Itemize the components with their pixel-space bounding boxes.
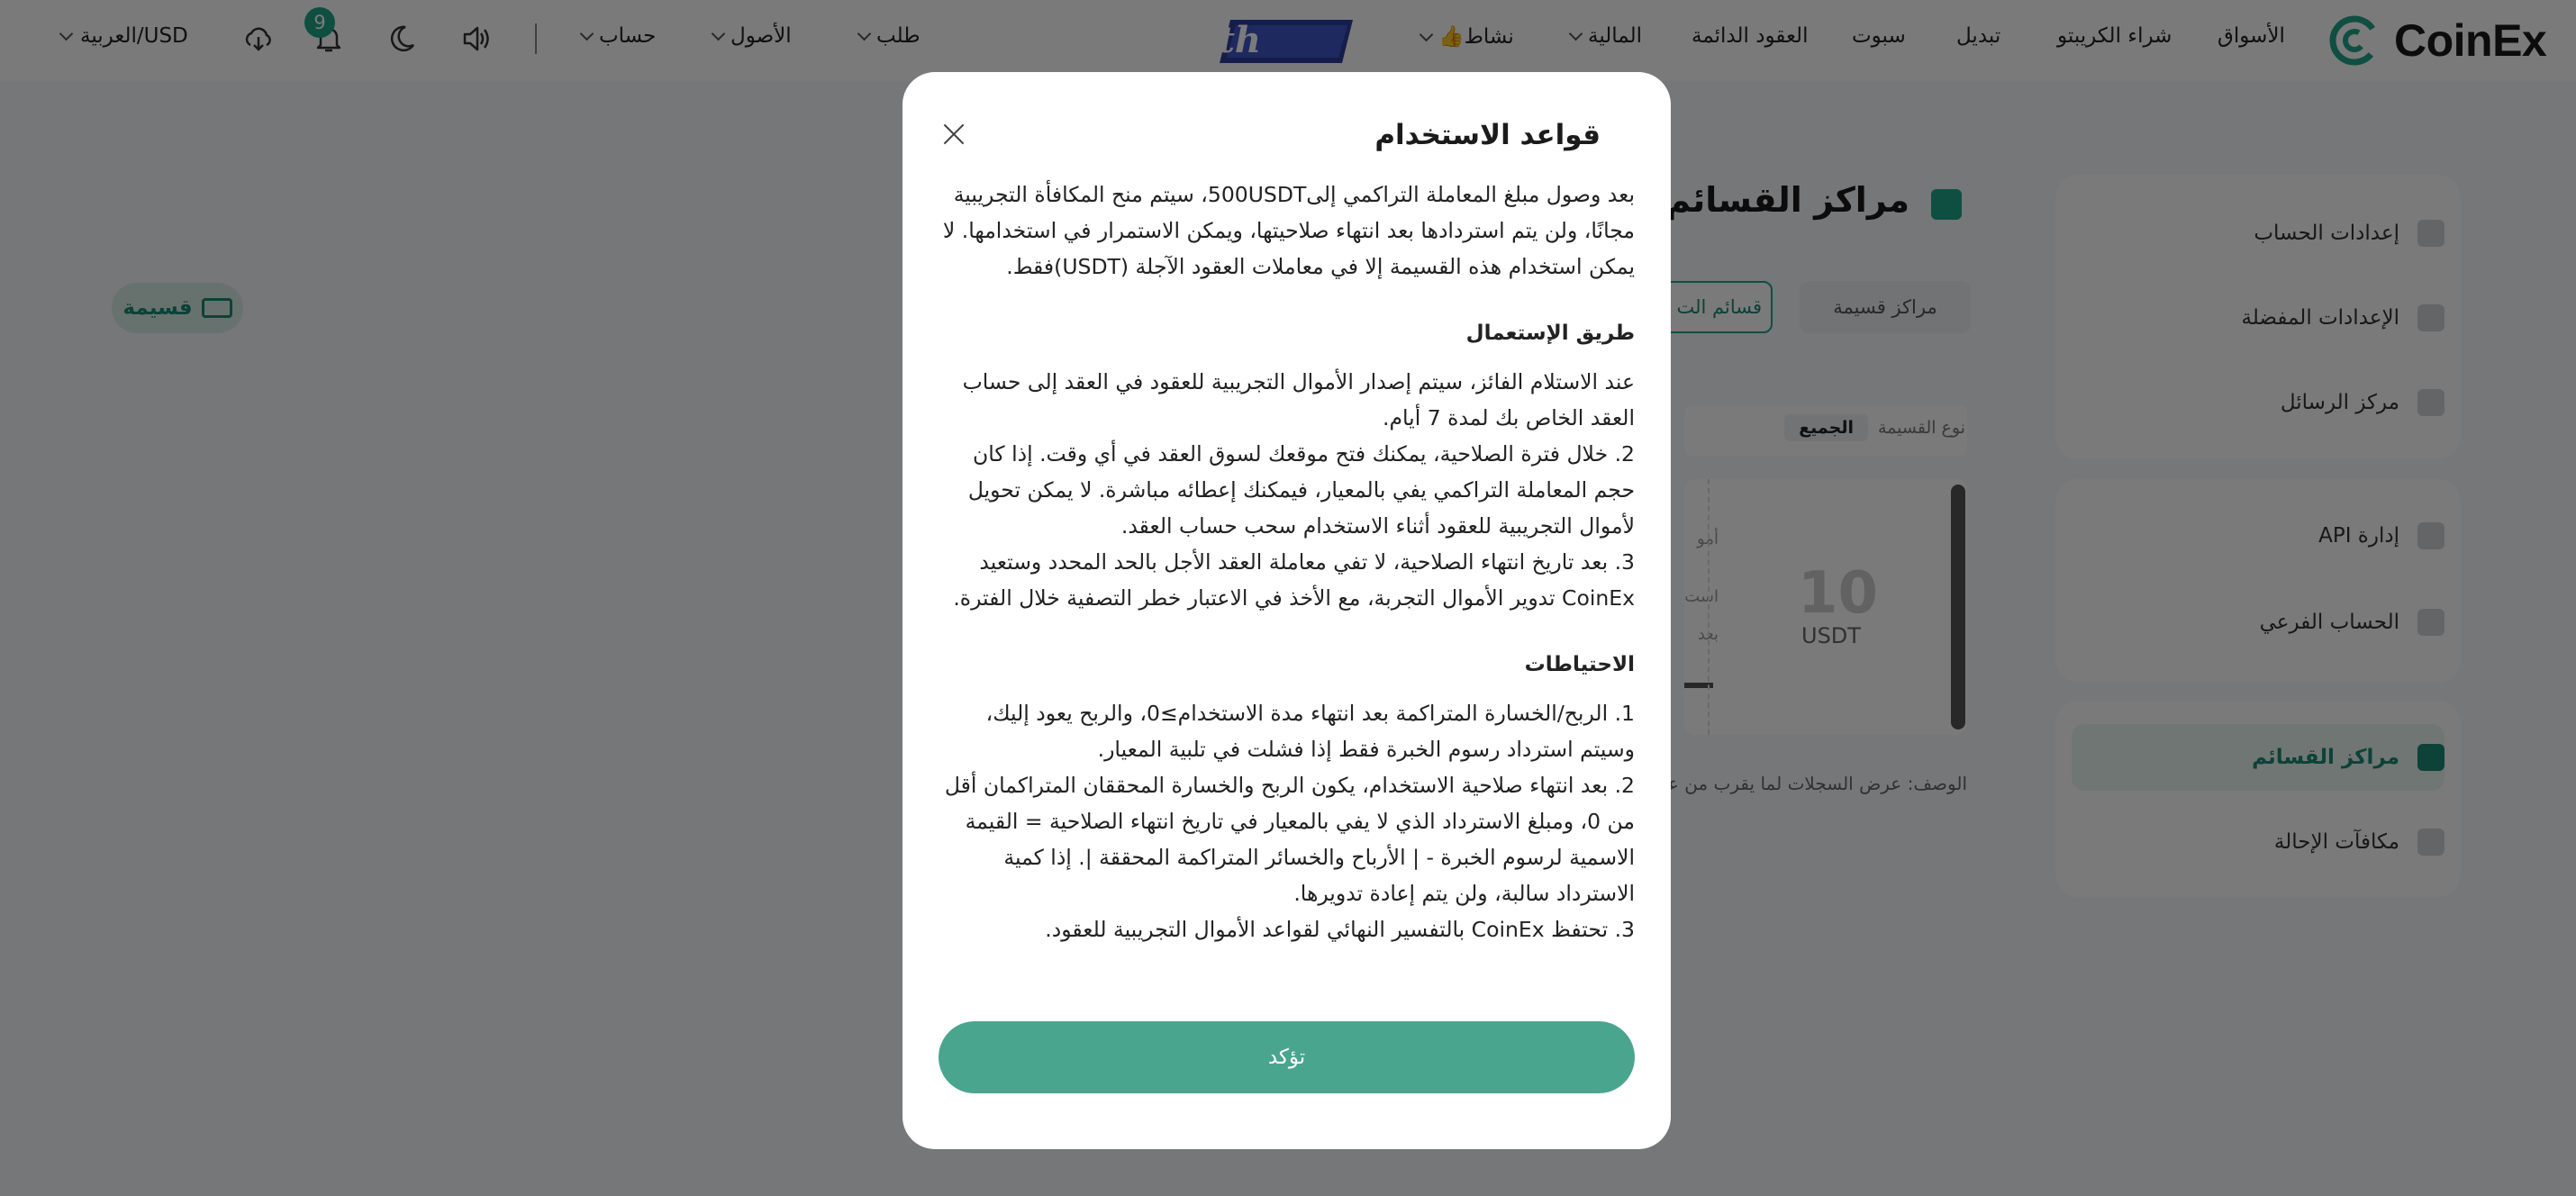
modal-title: قواعد الاستخدام bbox=[1374, 119, 1601, 151]
rules-intro: بعد وصول مبلغ المعاملة التراكمي إلى500USDT، سيتم منح المكافأة التجريبية مجانًا، ولن يتم استردادها بعد انتهاء صلاحيتها، ويمكن الاستمرار في استخدامها. لا يمكن استخدام هذه القسيمة إلا في معاملات العقود الآجلة (USDT)فقط. bbox=[942, 182, 1635, 279]
precaution-item: 3. تحتفظ CoinEx بالتفسير النهائي لقواعد الأموال التجريبية للعقود. bbox=[1045, 917, 1635, 942]
precautions-heading: الاحتياطات bbox=[1524, 653, 1635, 676]
usage-rules-modal bbox=[903, 72, 1671, 1149]
precaution-item: 2. بعد انتهاء صلاحية الاستخدام، يكون الربح والخسارة المحققان المتراكمان أقل من 0، ومبلغ الاسترداد الذي لا يفي بالمعيار في تاريخ انتهاء الصلاحية = القيمة الاسمية لرسوم الخبرة - | الأرباح والخسائر المتراكمة المحققة |. إذا كمية الاسترداد سالبة، ولن يتم إعادة تدويرها. bbox=[944, 773, 1635, 906]
usage-heading: طريق الإستعمال bbox=[1465, 322, 1635, 345]
precaution-item: 1. الربح/الخسارة المتراكمة بعد انتهاء مدة الاستخدام≥0، والربح يعود إليك، وسيتم استرداد رسوم الخبرة فقط إذا فشلت في تلبية المعيار. bbox=[985, 701, 1635, 762]
usage-item: عند الاستلام الفائز، سيتم إصدار الأموال التجريبية للعقود في العقد إلى حساب العقد الخاص بك لمدة 7 أيام. bbox=[962, 369, 1635, 430]
modal-body bbox=[939, 177, 1635, 947]
usage-item: 3. بعد تاريخ انتهاء الصلاحية، لا تفي معاملة العقد الأجل بالحد المحدد وستعيد CoinEx تدوير الأموال التجربة، مع الأخذ في الاعتبار خطر التصفية خلال الفترة. bbox=[953, 549, 1635, 611]
usage-item: 2. خلال فترة الصلاحية، يمكنك فتح موقعك لسوق العقد في أي وقت. إذا كان حجم المعاملة التراكمي يفي بالمعيار، فيمكنك إعطائه مباشرة. لا يمكن تحويل لأموال التجريبية للعقود أثناء الاستخدام سحب حساب العقد. bbox=[967, 441, 1635, 539]
confirm-button[interactable]: تؤكد bbox=[939, 1021, 1635, 1093]
close-icon[interactable] bbox=[939, 119, 969, 150]
